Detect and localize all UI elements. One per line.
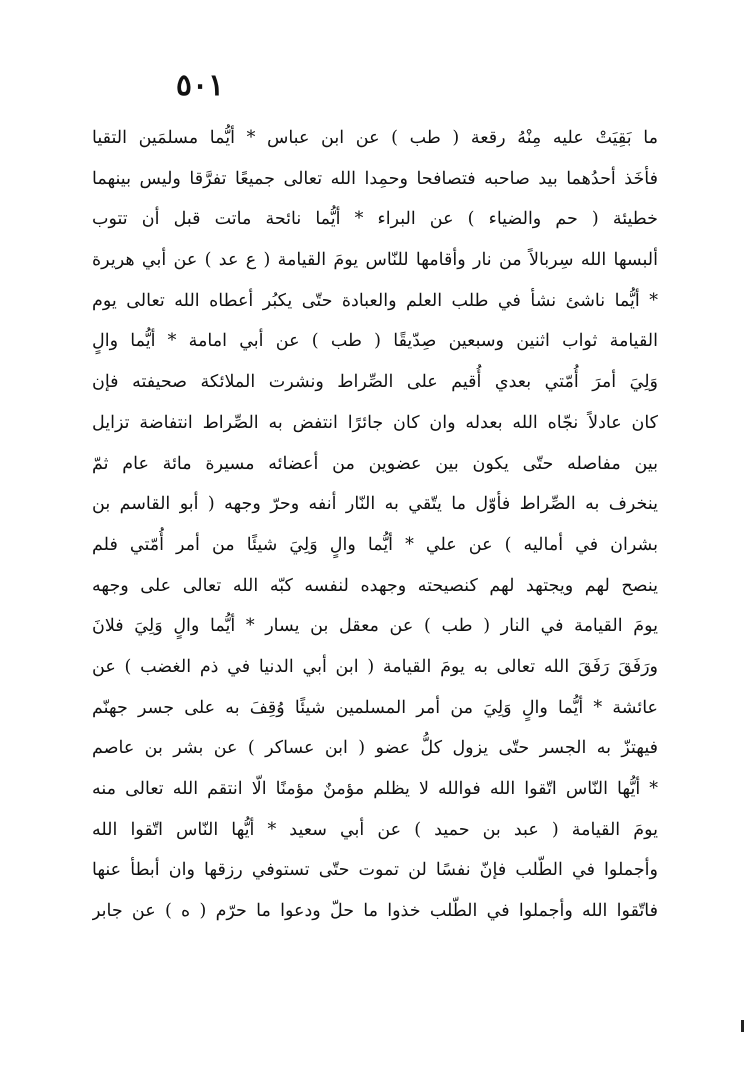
text-line: وَلِيَ أمرَ أُمّتي بعدي أُقيم على الصِّراط ونشرت الملائكة صحيفته فإن [92,372,658,393]
text-line: ألبسها الله سِربالاً من نار وأقامها للنّاس يومَ القيامة ( ع عد ) عن أبي هريرة [92,250,658,271]
page-number: ٥٠١ [175,68,225,103]
text-line: كان عادلاً نجّاه الله بعدله وان كان جائرًا انتفض به الصِّراط انتفاضة تزايل [92,412,658,433]
arabic-text-body [92,118,658,932]
text-line: فاتّقوا الله وأجملوا في الطّلب خذوا ما حلّ ودعوا ما حرّم ( ه ) عن جابر [92,901,658,922]
text-line: يومَ القيامة ( عبد بن حميد ) عن أبي سعيد * أيُّها النّاس اتّقوا الله [92,819,658,840]
text-line: يومَ القيامة في النار ( طب ) عن معقل بن يسار * أيُّما والٍ وَلِيَ فلانَ [92,616,658,637]
text-line: وأجملوا في الطّلب فإنّ نفسًا لن تموت حتّى تستوفي رزقها وان أبطأ عنها [92,860,658,881]
text-line: * أيُّما ناشئ نشأ في طلب العلم والعبادة حتّى يكبُر أعطاه الله تعالى يوم [92,290,658,311]
text-line: بين مفاصله حتّى يكون بين عضوين من أعضائه مسيرة مائة عام ثمّ [92,453,658,474]
text-line: عائشة * أيُّما والٍ وَلِيَ من أمر المسلمين شيئًا وُقِفَ به على جسر جهنّم [92,697,658,718]
text-line: بشران في أماليه ) عن علي * أيُّما والٍ وَلِيَ شيئًا من أمر أُمّتي فلم [92,534,658,555]
text-line: فيهتزّ به الجسر حتّى يزول كلُّ عضو ( ابن عساكر ) عن بشر بن عاصم [92,738,658,759]
text-line: ينخرف به الصِّراط فأوّل ما يتّقي به النّار أنفه وحرّ وجهه ( أبو القاسم بن [92,494,658,515]
text-line: فأخَذ أحدُهما بيد صاحبه فتصافحا وحمِدا الله تعالى جميعًا تفرَّقا وليس بينهما [92,168,658,189]
text-line: ما بَقِيَتْ عليه مِنْهُ رقعة ( طب ) عن ابن عباس * أيُّما مسلمَين التقيا [92,128,658,148]
text-line: خطيئة ( حم والضياء ) عن البراء * أيُّما نائحة ماتت قبل أن تتوب [92,209,658,230]
text-line: ينصح لهم ويجتهد لهم كنصيحته وجهده لنفسه كبّه الله تعالى على وجهه [92,575,658,596]
text-line: ورَفَقَ رَفَقَ الله تعالى به يومَ القيامة ( ابن أبي الدنيا في ذم الغضب ) عن [92,656,658,677]
text-line: القيامة ثواب اثنين وسبعين صِدّيقًا ( طب ) عن أبي امامة * أيُّما والٍ [92,331,658,352]
text-line: * أيُّها النّاس اتّقوا الله فوالله لا يظلم مؤمنٌ مؤمنًا الّا انتقم الله تعالى منه [92,779,658,799]
